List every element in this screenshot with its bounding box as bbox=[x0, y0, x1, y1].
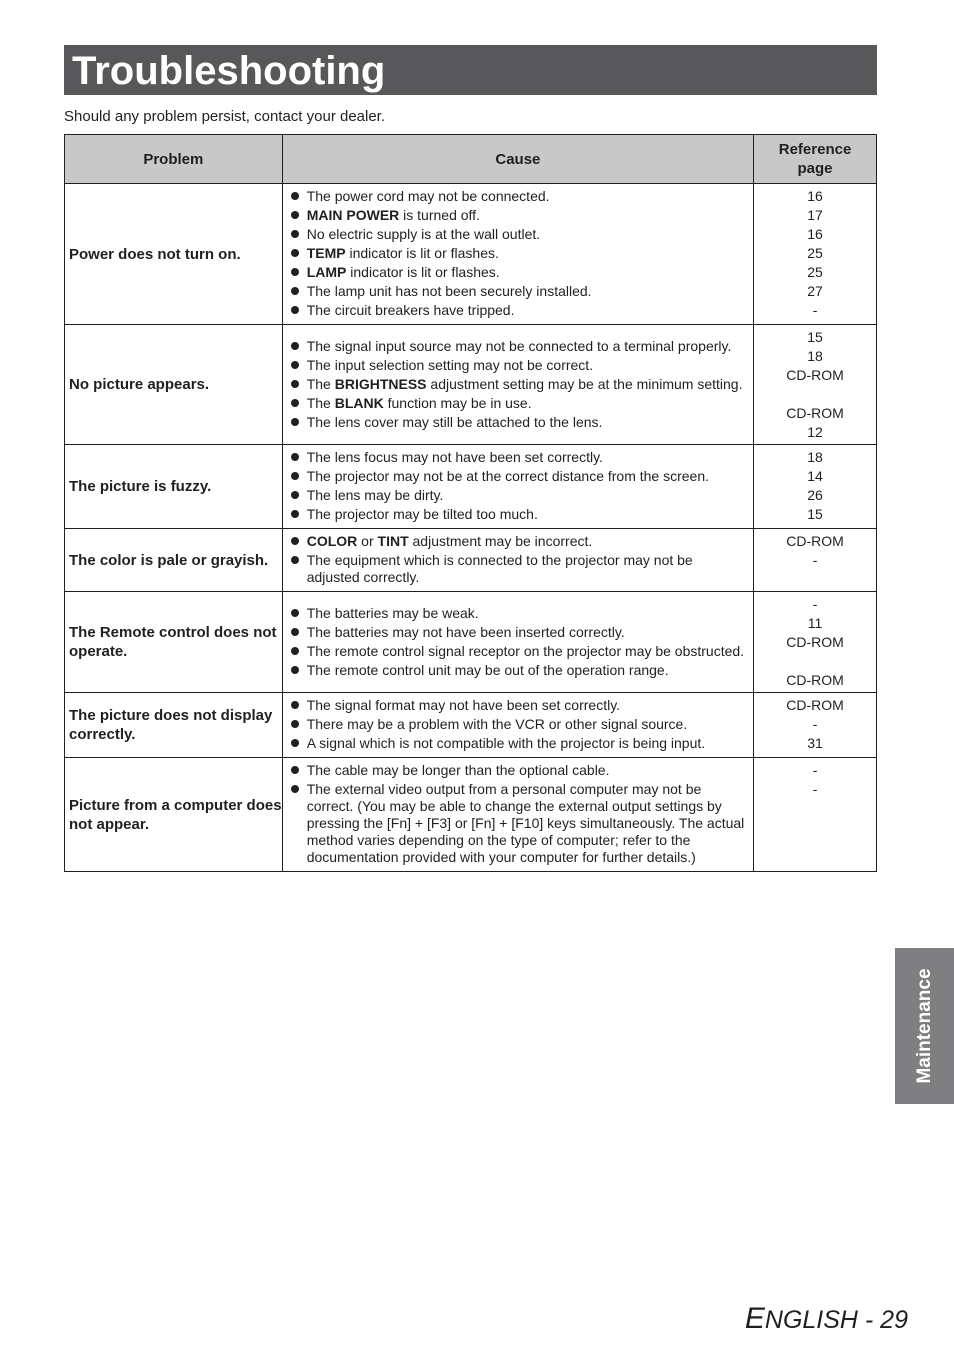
reference-page: CD-ROM bbox=[786, 367, 844, 383]
cause-item: The projector may be tilted too much. bbox=[288, 506, 749, 523]
cause-item: The BLANK function may be in use. bbox=[288, 395, 749, 412]
reference-page: CD-ROM bbox=[786, 672, 844, 688]
bullet-icon bbox=[291, 628, 299, 636]
bullet-icon bbox=[291, 380, 299, 388]
cause-item: The signal input source may not be connected to a terminal properly. bbox=[288, 338, 749, 355]
cause-item: COLOR or TINT adjustment may be incorrect. bbox=[288, 533, 749, 550]
reference-page: - bbox=[812, 762, 818, 778]
bullet-icon bbox=[291, 361, 299, 369]
problem-cell: Picture from a computer does not appear. bbox=[65, 758, 283, 872]
reference-page: 26 bbox=[807, 487, 823, 503]
footer-initial: E bbox=[744, 1302, 765, 1335]
cause-item: TEMP indicator is lit or flashes. bbox=[288, 245, 749, 262]
bullet-icon bbox=[291, 609, 299, 617]
cause-item: The signal format may not have been set correctly. bbox=[288, 697, 749, 714]
header-cause: Cause bbox=[282, 135, 753, 184]
reference-page: 11 bbox=[807, 615, 823, 631]
header-problem: Problem bbox=[65, 135, 283, 184]
reference-page: 15 bbox=[807, 329, 823, 345]
header-ref-line1: Reference bbox=[778, 141, 852, 158]
reference-page: 31 bbox=[807, 735, 823, 751]
bullet-icon bbox=[291, 491, 299, 499]
cause-cell bbox=[282, 445, 753, 529]
reference-cell bbox=[754, 693, 877, 758]
cause-cell bbox=[282, 592, 753, 693]
reference-page: 16 bbox=[807, 188, 823, 204]
bullet-icon bbox=[291, 418, 299, 426]
problem-cell: The Remote control does not operate. bbox=[65, 592, 283, 693]
page-footer bbox=[745, 1302, 908, 1336]
cause-cell bbox=[282, 758, 753, 872]
bullet-icon bbox=[291, 647, 299, 655]
problem-cell: The picture does not display correctly. bbox=[65, 693, 283, 758]
table-row bbox=[65, 758, 877, 872]
cause-cell bbox=[282, 325, 753, 445]
cause-cell bbox=[282, 529, 753, 592]
reference-page: CD-ROM bbox=[786, 697, 844, 713]
troubleshooting-table bbox=[64, 134, 877, 872]
bullet-icon bbox=[291, 230, 299, 238]
cause-item: The equipment which is connected to the projector may not be adjusted correctly. bbox=[288, 552, 749, 586]
cause-item: The lens focus may not have been set correctly. bbox=[288, 449, 749, 466]
cause-item: LAMP indicator is lit or flashes. bbox=[288, 264, 749, 281]
bullet-icon bbox=[291, 537, 299, 545]
bullet-icon bbox=[291, 306, 299, 314]
bullet-icon bbox=[291, 666, 299, 674]
reference-page: CD-ROM bbox=[786, 405, 844, 421]
reference-page: 16 bbox=[807, 226, 823, 242]
table-row bbox=[65, 529, 877, 592]
bullet-icon bbox=[291, 211, 299, 219]
section-tab-label: Maintenance bbox=[913, 968, 935, 1084]
intro-text: Should any problem persist, contact your dealer. bbox=[64, 108, 386, 125]
cause-cell bbox=[282, 693, 753, 758]
reference-cell bbox=[754, 592, 877, 693]
bullet-icon bbox=[291, 739, 299, 747]
title-bar bbox=[64, 45, 877, 95]
reference-page: 27 bbox=[807, 283, 823, 299]
header-reference-page bbox=[754, 135, 877, 184]
table-row bbox=[65, 445, 877, 529]
reference-page: - bbox=[812, 596, 818, 612]
cause-item: MAIN POWER is turned off. bbox=[288, 207, 749, 224]
cause-item: There may be a problem with the VCR or other signal source. bbox=[288, 716, 749, 733]
cause-item: No electric supply is at the wall outlet. bbox=[288, 226, 749, 243]
cause-item: The lamp unit has not been securely installed. bbox=[288, 283, 749, 300]
bullet-icon bbox=[291, 268, 299, 276]
bullet-icon bbox=[291, 510, 299, 518]
reference-page: 25 bbox=[807, 245, 823, 261]
cause-item: The lens may be dirty. bbox=[288, 487, 749, 504]
reference-page: 18 bbox=[807, 348, 823, 364]
reference-page: 18 bbox=[807, 449, 823, 465]
cause-item: The remote control unit may be out of the operation range. bbox=[288, 662, 749, 679]
problem-cell: The picture is fuzzy. bbox=[65, 445, 283, 529]
problem-cell: The color is pale or grayish. bbox=[65, 529, 283, 592]
footer-text: NGLISH - 29 bbox=[764, 1306, 908, 1334]
reference-cell bbox=[754, 325, 877, 445]
bullet-icon bbox=[291, 556, 299, 564]
cause-item: The cable may be longer than the optional cable. bbox=[288, 762, 749, 779]
reference-page: 12 bbox=[807, 424, 823, 440]
bullet-icon bbox=[291, 342, 299, 350]
bullet-icon bbox=[291, 720, 299, 728]
reference-page: - bbox=[812, 781, 818, 797]
reference-page: 17 bbox=[807, 207, 823, 223]
cause-item: The power cord may not be connected. bbox=[288, 188, 749, 205]
bullet-icon bbox=[291, 287, 299, 295]
header-ref-line2: page bbox=[797, 160, 833, 177]
reference-page: - bbox=[812, 552, 818, 568]
table-row bbox=[65, 184, 877, 325]
reference-page: 25 bbox=[807, 264, 823, 280]
reference-page: 15 bbox=[807, 506, 823, 522]
reference-page: 14 bbox=[807, 468, 823, 484]
section-tab-maintenance bbox=[895, 948, 954, 1104]
reference-cell bbox=[754, 184, 877, 325]
bullet-icon bbox=[291, 701, 299, 709]
reference-cell bbox=[754, 445, 877, 529]
page-title: Troubleshooting bbox=[72, 49, 386, 93]
cause-item: The external video output from a personal computer may not be correct. (You may be able to change the external output settings by pressing the [Fn] + [F3] or [Fn] + [F10] keys simultaneously. The actual method varies depending on the type of computer; refer to the documentation provided with your computer for further details.) bbox=[288, 781, 749, 866]
reference-page: - bbox=[812, 302, 818, 318]
table-row bbox=[65, 592, 877, 693]
bullet-icon bbox=[291, 399, 299, 407]
cause-item: A signal which is not compatible with the projector is being input. bbox=[288, 735, 749, 752]
reference-cell bbox=[754, 758, 877, 872]
cause-item: The batteries may be weak. bbox=[288, 605, 749, 622]
cause-item: The remote control signal receptor on the projector may be obstructed. bbox=[288, 643, 749, 660]
cause-item: The circuit breakers have tripped. bbox=[288, 302, 749, 319]
table-header-row bbox=[65, 135, 877, 184]
bullet-icon bbox=[291, 766, 299, 774]
reference-page: - bbox=[812, 716, 818, 732]
bullet-icon bbox=[291, 785, 299, 793]
cause-item: The lens cover may still be attached to the lens. bbox=[288, 414, 749, 431]
bullet-icon bbox=[291, 472, 299, 480]
reference-cell bbox=[754, 529, 877, 592]
cause-item: The projector may not be at the correct distance from the screen. bbox=[288, 468, 749, 485]
bullet-icon bbox=[291, 453, 299, 461]
cause-item: The batteries may not have been inserted correctly. bbox=[288, 624, 749, 641]
reference-page: CD-ROM bbox=[786, 634, 844, 650]
cause-item: The input selection setting may not be correct. bbox=[288, 357, 749, 374]
bullet-icon bbox=[291, 192, 299, 200]
table-row bbox=[65, 325, 877, 445]
bullet-icon bbox=[291, 249, 299, 257]
reference-page: CD-ROM bbox=[786, 533, 844, 549]
problem-cell: Power does not turn on. bbox=[65, 184, 283, 325]
cause-item: The BRIGHTNESS adjustment setting may be at the minimum setting. bbox=[288, 376, 749, 393]
table-row bbox=[65, 693, 877, 758]
problem-cell: No picture appears. bbox=[65, 325, 283, 445]
cause-cell bbox=[282, 184, 753, 325]
